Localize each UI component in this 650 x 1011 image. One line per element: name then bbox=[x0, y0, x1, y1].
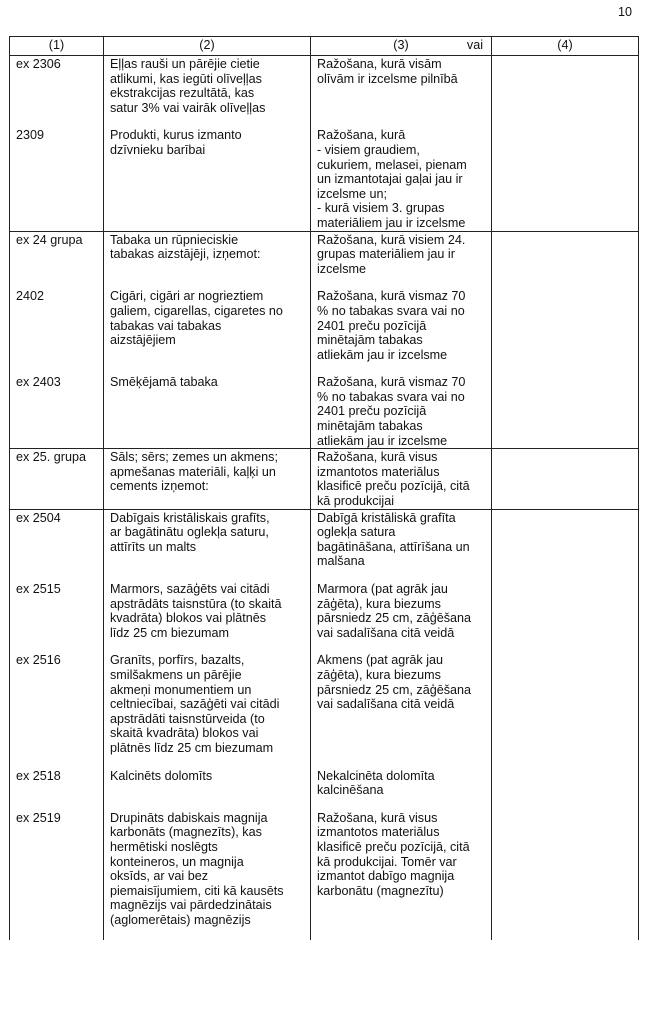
rule-line: izcelsme bbox=[317, 261, 366, 276]
description-line: ekstrakcijas rezultātā, kas bbox=[110, 86, 255, 101]
entry-block bbox=[110, 375, 306, 448]
rule-line: klasificē preču pozīcijā, citā bbox=[317, 479, 470, 494]
rule-line: grupas materiāliem jau ir bbox=[317, 247, 455, 262]
description-cell bbox=[104, 56, 311, 232]
description-cell bbox=[104, 509, 311, 940]
entry-block bbox=[317, 653, 487, 755]
entry-block bbox=[110, 769, 306, 798]
origin-rules-table bbox=[9, 36, 639, 940]
header-col-3 bbox=[311, 37, 492, 56]
alternative-rule-cell bbox=[492, 509, 639, 940]
description-line: magnēzijs vai pārdedzinātais bbox=[110, 898, 272, 913]
alternative-rule-cell bbox=[492, 449, 639, 509]
description-line: satur 3% vai vairāk olīveļļas bbox=[110, 100, 266, 115]
entry-block bbox=[317, 233, 487, 277]
description-line: Drupināts dabiskais magnija bbox=[110, 810, 268, 825]
entry-block bbox=[16, 57, 99, 115]
tariff-code: ex 2516 bbox=[16, 653, 61, 668]
rule-line: vai sadalīšana citā veidā bbox=[317, 697, 455, 712]
header-vai-label: vai bbox=[466, 38, 483, 52]
tariff-code: ex 2504 bbox=[16, 510, 61, 525]
rule-line: % no tabakas svara vai no bbox=[317, 303, 465, 318]
rule-line: pārsniedz 25 cm, zāģēšana bbox=[317, 682, 472, 697]
rule-cell bbox=[311, 449, 492, 509]
rule-line: atliekām jau ir izcelsme bbox=[317, 347, 448, 362]
rule-line: Akmens (pat agrāk jau bbox=[317, 653, 443, 668]
rule-line: kalcinēšana bbox=[317, 783, 384, 798]
description-line: skaitā kvadrāta) blokos vai bbox=[110, 726, 259, 741]
rule-line: % no tabakas svara vai no bbox=[317, 389, 465, 404]
rule-line: Ražošana, kurā visām bbox=[317, 57, 442, 71]
entry-block bbox=[16, 375, 99, 448]
tariff-code: 2309 bbox=[16, 128, 45, 143]
entry-block bbox=[16, 289, 99, 362]
rule-line: Ražošana, kurā vismaz 70 bbox=[317, 375, 466, 390]
description-line: apstrādāti taisnstūrveida (to bbox=[110, 711, 265, 726]
rule-line: Ražošana, kurā visus bbox=[317, 810, 438, 825]
description-line: oksīds, ar vai bez bbox=[110, 869, 208, 884]
description-line: akmeņi monumentiem un bbox=[110, 682, 252, 697]
code-cell bbox=[10, 509, 104, 940]
entry-block bbox=[110, 128, 306, 230]
description-line: līdz 25 cm biezumam bbox=[110, 625, 229, 640]
description-line: smilšakmens un pārējie bbox=[110, 667, 242, 682]
rule-line: klasificē preču pozīcijā, citā bbox=[317, 839, 470, 854]
rule-line: - visiem graudiem, bbox=[317, 142, 420, 157]
entry-block bbox=[317, 769, 487, 798]
header-col-1: (1) bbox=[10, 37, 104, 56]
description-line: dzīvnieku barībai bbox=[110, 142, 206, 157]
rule-line: materiāliem jau ir izcelsme bbox=[317, 215, 466, 230]
header-col-2: (2) bbox=[104, 37, 311, 56]
entry-block bbox=[110, 450, 306, 508]
description-line: Smēķējamā tabaka bbox=[110, 375, 218, 390]
description-line: Dabīgais kristāliskais grafīts, bbox=[110, 510, 270, 525]
table-header-row bbox=[10, 37, 639, 56]
rule-line: malšana bbox=[317, 554, 365, 569]
description-line: apmešanas materiāli, kaļķi un bbox=[110, 464, 276, 479]
tariff-code: ex 2306 bbox=[16, 57, 61, 71]
description-line: ar bagātinātu oglekļa saturu, bbox=[110, 525, 269, 540]
rule-line: izmantotos materiālus bbox=[317, 825, 440, 840]
table-row bbox=[10, 56, 639, 232]
header-col-4: (4) bbox=[492, 37, 639, 56]
rule-line: izcelsme un; bbox=[317, 186, 387, 201]
description-line: Granīts, porfīrs, bazalts, bbox=[110, 653, 245, 668]
entry-block bbox=[16, 128, 99, 230]
rule-line: Ražošana, kurā vismaz 70 bbox=[317, 289, 466, 304]
rule-line: atliekām jau ir izcelsme bbox=[317, 433, 448, 448]
entry-block bbox=[317, 582, 487, 640]
rule-line: vai sadalīšana citā veidā bbox=[317, 625, 455, 640]
rule-line: Ražošana, kurā visus bbox=[317, 450, 438, 465]
rule-line: minētajām tabakas bbox=[317, 419, 423, 434]
tariff-code: ex 2515 bbox=[16, 582, 61, 596]
entry-block bbox=[317, 128, 487, 230]
description-line: piemaisījumiem, citi kā kausēts bbox=[110, 883, 284, 898]
table-row bbox=[10, 231, 639, 449]
rule-line: izmantot dabīgo magnija bbox=[317, 869, 455, 884]
rule-line: Ražošana, kurā bbox=[317, 128, 406, 143]
tariff-code: ex 25. grupa bbox=[16, 450, 87, 465]
rule-line: Ražošana, kurā visiem 24. bbox=[317, 232, 466, 247]
description-line: tabakas vai tabakas bbox=[110, 318, 222, 333]
entry-block bbox=[317, 57, 487, 115]
description-cell bbox=[104, 231, 311, 449]
entry-block bbox=[16, 769, 99, 798]
entry-block bbox=[317, 811, 487, 928]
header-col-3-label: (3) bbox=[393, 38, 409, 52]
description-cell bbox=[104, 449, 311, 509]
description-line: Produkti, kurus izmanto bbox=[110, 128, 242, 143]
rule-line: zāģēta), kura biezums bbox=[317, 596, 441, 611]
rule-line: 2401 preču pozīcijā bbox=[317, 318, 427, 333]
entry-block bbox=[317, 375, 487, 448]
rule-line: pārsniedz 25 cm, zāģēšana bbox=[317, 611, 472, 626]
description-line: Cigāri, cigāri ar nogrieztiem bbox=[110, 289, 264, 304]
rule-cell bbox=[311, 231, 492, 449]
entry-block bbox=[317, 511, 487, 569]
entry-block bbox=[110, 582, 306, 640]
table-row bbox=[10, 449, 639, 509]
tariff-code: ex 2403 bbox=[16, 375, 61, 390]
description-line: atlikumi, kas iegūti olīveļļas bbox=[110, 71, 262, 86]
tariff-code: ex 24 grupa bbox=[16, 232, 83, 247]
entry-block bbox=[110, 289, 306, 362]
entry-block bbox=[317, 450, 487, 508]
entry-block bbox=[16, 653, 99, 755]
description-line: attīrīts un malts bbox=[110, 539, 197, 554]
description-line: galiem, cigarellas, cigaretes no bbox=[110, 303, 283, 318]
entry-block bbox=[16, 233, 99, 277]
description-line: Sāls; sērs; zemes un akmens; bbox=[110, 450, 278, 465]
description-line: (aglomerētais) magnēzijs bbox=[110, 912, 251, 927]
rule-line: karbonātu (magnezītu) bbox=[317, 883, 444, 898]
entry-block bbox=[110, 57, 306, 115]
code-cell bbox=[10, 449, 104, 509]
rule-cell bbox=[311, 509, 492, 940]
page-number: 10 bbox=[617, 5, 632, 19]
rule-line: cukuriem, melasei, pienam bbox=[317, 157, 467, 172]
description-line: cements izņemot: bbox=[110, 479, 209, 494]
rule-cell bbox=[311, 56, 492, 232]
description-line: Marmors, sazāģēts vai citādi bbox=[110, 582, 270, 596]
description-line: kvadrāta) blokos vai plātnēs bbox=[110, 611, 267, 626]
entry-block bbox=[110, 511, 306, 569]
description-line: karbonāts (magnezīts), kas bbox=[110, 825, 262, 840]
rule-line: minētajām tabakas bbox=[317, 333, 423, 348]
rule-line: Dabīgā kristāliskā grafīta bbox=[317, 510, 456, 525]
rule-line: Marmora (pat agrāk jau bbox=[317, 582, 448, 596]
rule-line: zāģēta), kura biezums bbox=[317, 667, 441, 682]
description-line: Eļļas rauši un pārējie cietie bbox=[110, 57, 260, 71]
description-line: aizstājējiem bbox=[110, 333, 176, 348]
description-line: Tabaka un rūpnieciskie bbox=[110, 232, 239, 247]
entry-block bbox=[16, 582, 99, 640]
description-line: plātnēs līdz 25 cm biezumam bbox=[110, 740, 274, 755]
table-row bbox=[10, 509, 639, 940]
entry-block bbox=[110, 653, 306, 755]
table-body bbox=[10, 56, 639, 941]
description-line: hermētiski noslēgts bbox=[110, 839, 218, 854]
entry-block bbox=[317, 289, 487, 362]
entry-block bbox=[16, 511, 99, 569]
rule-line: bagātināšana, attīrīšana un bbox=[317, 539, 470, 554]
rule-line: kā produkcijai. Tomēr var bbox=[317, 854, 457, 869]
entry-block bbox=[110, 233, 306, 277]
description-line: konteineros, un magnija bbox=[110, 854, 244, 869]
tariff-code: ex 2518 bbox=[16, 768, 61, 783]
description-line: Kalcinēts dolomīts bbox=[110, 768, 213, 783]
tariff-code: ex 2519 bbox=[16, 810, 61, 825]
rule-line: - kurā visiem 3. grupas bbox=[317, 201, 445, 216]
rule-line: Nekalcinēta dolomīta bbox=[317, 768, 435, 783]
description-line: celtniecībai, sazāģēti vai citādi bbox=[110, 697, 280, 712]
rule-line: 2401 preču pozīcijā bbox=[317, 404, 427, 419]
entry-block bbox=[110, 811, 306, 928]
alternative-rule-cell bbox=[492, 231, 639, 449]
entry-block bbox=[16, 811, 99, 928]
tariff-code: 2402 bbox=[16, 289, 45, 304]
entry-block bbox=[16, 450, 99, 508]
rule-line: olīvām ir izcelsme pilnībā bbox=[317, 71, 458, 86]
rule-line: kā produkcijai bbox=[317, 494, 395, 509]
rule-line: un izmantotajai gaļai jau ir bbox=[317, 172, 463, 187]
rule-line: oglekļa satura bbox=[317, 525, 396, 540]
code-cell bbox=[10, 56, 104, 232]
rule-line: izmantotos materiālus bbox=[317, 464, 440, 479]
description-line: apstrādāts taisnstūra (to skaitā bbox=[110, 596, 282, 611]
code-cell bbox=[10, 231, 104, 449]
description-line: tabakas aizstājēji, izņemot: bbox=[110, 247, 261, 262]
alternative-rule-cell bbox=[492, 56, 639, 232]
